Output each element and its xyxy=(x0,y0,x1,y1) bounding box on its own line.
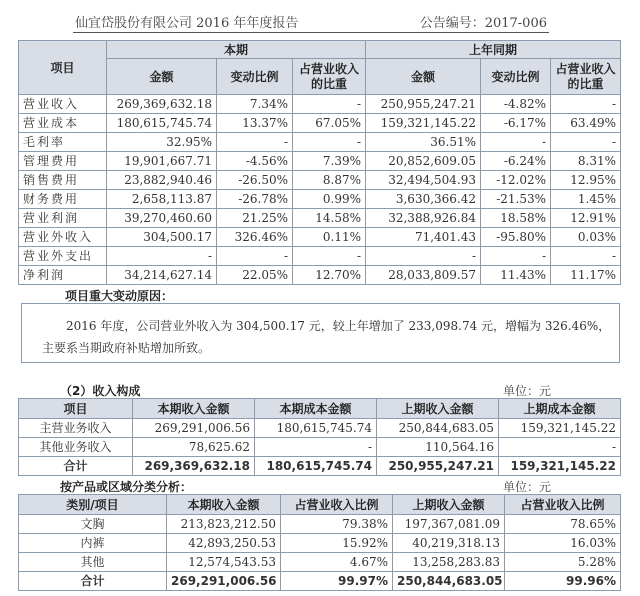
group-current-header: 本期 xyxy=(107,41,366,59)
total-cell: 99.97% xyxy=(281,572,393,591)
table-row xyxy=(19,133,621,152)
total-row xyxy=(19,457,621,476)
cell-cur-share: 12.70% xyxy=(293,266,366,285)
cell-pri-amount: 28,033,809.57 xyxy=(366,266,481,285)
row-label: 营业利润 xyxy=(19,209,107,228)
cell-pri-amount: 32,494,504.93 xyxy=(366,171,481,190)
cell-cur-amount: 180,615,745.74 xyxy=(107,114,217,133)
cell-pri-share: - xyxy=(551,95,621,114)
cell-pri-amount: 32,388,926.84 xyxy=(366,209,481,228)
cell-pri-amount: 71,401.43 xyxy=(366,228,481,247)
row-label: 净利润 xyxy=(19,266,107,285)
cell-pri-share: - xyxy=(551,133,621,152)
cell-cur-share: - xyxy=(293,133,366,152)
product-unit: 单位：元 xyxy=(503,480,552,494)
table-row xyxy=(19,553,621,572)
income-unit: 单位：元 xyxy=(503,384,552,398)
cur-share-header: 占营业收入的比重 xyxy=(293,59,366,95)
row-label: 营业收入 xyxy=(19,95,107,114)
cell-pri-share: 0.03% xyxy=(551,228,621,247)
reason-box xyxy=(21,303,620,363)
table-cell: 180,615,745.74 xyxy=(255,419,377,438)
table-cell: 16.03% xyxy=(505,534,621,553)
cell-cur-change: 22.05% xyxy=(217,266,293,285)
column-header: 本期收入金额 xyxy=(167,495,281,515)
row-label: 销售费用 xyxy=(19,171,107,190)
table-cell: 78,625.62 xyxy=(133,438,255,457)
column-header: 项目 xyxy=(19,399,133,419)
cell-cur-amount: 304,500.17 xyxy=(107,228,217,247)
reason-line-1: 2016 年度，公司营业外收入为 304,500.17 元，较上年增加了 233,098.74 元，增幅为 326.46%， xyxy=(66,319,611,333)
reason-title: 项目重大变动原因： xyxy=(65,289,174,303)
row-label: 财务费用 xyxy=(19,190,107,209)
cell-pri-amount: 20,852,609.05 xyxy=(366,152,481,171)
table-row xyxy=(19,190,621,209)
cell-cur-amount: 269,369,632.18 xyxy=(107,95,217,114)
row-label: 毛利率 xyxy=(19,133,107,152)
row-label: 主营业务收入 xyxy=(19,419,133,438)
cell-cur-share: 8.87% xyxy=(293,171,366,190)
row-label: 其他业务收入 xyxy=(19,438,133,457)
row-label: 营业成本 xyxy=(19,114,107,133)
total-label: 合计 xyxy=(19,572,167,591)
cell-pri-change: 18.58% xyxy=(481,209,551,228)
cell-pri-change: -95.80% xyxy=(481,228,551,247)
table-cell: 12,574,543.53 xyxy=(167,553,281,572)
cell-cur-share: 67.05% xyxy=(293,114,366,133)
cell-pri-amount: 36.51% xyxy=(366,133,481,152)
row-label: 其他 xyxy=(19,553,167,572)
cell-pri-change: - xyxy=(481,133,551,152)
total-cell: 250,955,247.21 xyxy=(377,457,499,476)
product-section-title: 按产品或区域分类分析： xyxy=(60,480,193,494)
group-prior-header: 上年同期 xyxy=(366,41,621,59)
pri-amount-header: 金额 xyxy=(366,59,481,95)
table-cell: 110,564.16 xyxy=(377,438,499,457)
financial-summary-table xyxy=(18,40,621,285)
table-cell: 4.67% xyxy=(281,553,393,572)
cell-cur-change: -26.50% xyxy=(217,171,293,190)
cell-pri-change: -12.02% xyxy=(481,171,551,190)
pri-change-header: 变动比例 xyxy=(481,59,551,95)
cell-pri-share: - xyxy=(551,247,621,266)
table-cell: 159,321,145.22 xyxy=(499,419,621,438)
cell-pri-amount: 159,321,145.22 xyxy=(366,114,481,133)
cell-cur-change: -26.78% xyxy=(217,190,293,209)
reason-line-2: 主要系当期政府补贴增加所致。 xyxy=(42,341,211,355)
cell-pri-share: 1.45% xyxy=(551,190,621,209)
cell-cur-amount: 39,270,460.60 xyxy=(107,209,217,228)
cell-cur-share: 14.58% xyxy=(293,209,366,228)
cell-pri-change: -21.53% xyxy=(481,190,551,209)
table-cell: 13,258,283.83 xyxy=(393,553,505,572)
table-row xyxy=(19,209,621,228)
cur-change-header: 变动比例 xyxy=(217,59,293,95)
cell-cur-share: - xyxy=(293,95,366,114)
cell-pri-share: 63.49% xyxy=(551,114,621,133)
cell-pri-change: -6.24% xyxy=(481,152,551,171)
table-cell: 250,844,683.05 xyxy=(377,419,499,438)
cell-pri-share: 11.17% xyxy=(551,266,621,285)
row-label: 营业外收入 xyxy=(19,228,107,247)
total-cell: 180,615,745.74 xyxy=(255,457,377,476)
cell-cur-change: - xyxy=(217,247,293,266)
table-cell: 15.92% xyxy=(281,534,393,553)
table-row xyxy=(19,266,621,285)
cur-amount-header: 金额 xyxy=(107,59,217,95)
row-label: 营业外支出 xyxy=(19,247,107,266)
cell-cur-change: 326.46% xyxy=(217,228,293,247)
cell-pri-amount: 3,630,366.42 xyxy=(366,190,481,209)
table-row xyxy=(19,171,621,190)
cell-cur-share: 0.11% xyxy=(293,228,366,247)
table-cell: 40,219,318.13 xyxy=(393,534,505,553)
cell-cur-change: 21.25% xyxy=(217,209,293,228)
column-header: 类别/项目 xyxy=(19,495,167,515)
table-row xyxy=(19,95,621,114)
product-analysis-table xyxy=(18,494,621,591)
total-label: 合计 xyxy=(19,457,133,476)
row-label: 文胸 xyxy=(19,515,167,534)
column-header: 占营业收入比例 xyxy=(505,495,621,515)
table-row xyxy=(19,515,621,534)
cell-pri-change: -6.17% xyxy=(481,114,551,133)
pri-share-header: 占营业收入的比重 xyxy=(551,59,621,95)
total-cell: 250,844,683.05 xyxy=(393,572,505,591)
cell-cur-change: -4.56% xyxy=(217,152,293,171)
cell-cur-change: 13.37% xyxy=(217,114,293,133)
total-cell: 159,321,145.22 xyxy=(499,457,621,476)
income-composition-table xyxy=(18,398,621,476)
income-section-title: （2）收入构成 xyxy=(60,384,141,398)
cell-pri-amount: 250,955,247.21 xyxy=(366,95,481,114)
col-item-header: 项目 xyxy=(19,41,107,95)
total-cell: 269,291,006.56 xyxy=(167,572,281,591)
table-cell: 213,823,212.50 xyxy=(167,515,281,534)
table-cell: 42,893,250.53 xyxy=(167,534,281,553)
column-header: 上期收入金额 xyxy=(393,495,505,515)
announcement-number: 公告编号：2017-006 xyxy=(419,16,547,31)
cell-cur-amount: 34,214,627.14 xyxy=(107,266,217,285)
table-row xyxy=(19,438,621,457)
table-cell: - xyxy=(499,438,621,457)
row-label: 内裤 xyxy=(19,534,167,553)
table-cell: 197,367,081.09 xyxy=(393,515,505,534)
total-row xyxy=(19,572,621,591)
cell-cur-amount: - xyxy=(107,247,217,266)
table-cell: 78.65% xyxy=(505,515,621,534)
table-row xyxy=(19,419,621,438)
cell-pri-change: - xyxy=(481,247,551,266)
cell-cur-change: 7.34% xyxy=(217,95,293,114)
cell-pri-amount: - xyxy=(366,247,481,266)
cell-pri-share: 12.95% xyxy=(551,171,621,190)
cell-cur-share: 7.39% xyxy=(293,152,366,171)
column-header: 上期收入金额 xyxy=(377,399,499,419)
row-label: 管理费用 xyxy=(19,152,107,171)
column-header: 占营业收入比例 xyxy=(281,495,393,515)
cell-pri-change: -4.82% xyxy=(481,95,551,114)
column-header: 本期成本金额 xyxy=(255,399,377,419)
cell-cur-share: - xyxy=(293,247,366,266)
cell-pri-share: 8.31% xyxy=(551,152,621,171)
total-cell: 99.96% xyxy=(505,572,621,591)
cell-pri-share: 12.91% xyxy=(551,209,621,228)
cell-pri-change: 11.43% xyxy=(481,266,551,285)
column-header: 上期成本金额 xyxy=(499,399,621,419)
cell-cur-change: - xyxy=(217,133,293,152)
cell-cur-share: 0.99% xyxy=(293,190,366,209)
table-cell: 5.28% xyxy=(505,553,621,572)
table-cell: - xyxy=(255,438,377,457)
cell-cur-amount: 23,882,940.46 xyxy=(107,171,217,190)
table-row xyxy=(19,534,621,553)
table-cell: 269,291,006.56 xyxy=(133,419,255,438)
report-header xyxy=(73,8,549,33)
column-header: 本期收入金额 xyxy=(133,399,255,419)
cell-cur-amount: 2,658,113.87 xyxy=(107,190,217,209)
table-row xyxy=(19,247,621,266)
total-cell: 269,369,632.18 xyxy=(133,457,255,476)
table-cell: 79.38% xyxy=(281,515,393,534)
table-row xyxy=(19,114,621,133)
cell-cur-amount: 19,901,667.71 xyxy=(107,152,217,171)
cell-cur-amount: 32.95% xyxy=(107,133,217,152)
report-title: 仙宜岱股份有限公司 2016 年年度报告 xyxy=(75,16,299,31)
table-row xyxy=(19,152,621,171)
table-row xyxy=(19,228,621,247)
